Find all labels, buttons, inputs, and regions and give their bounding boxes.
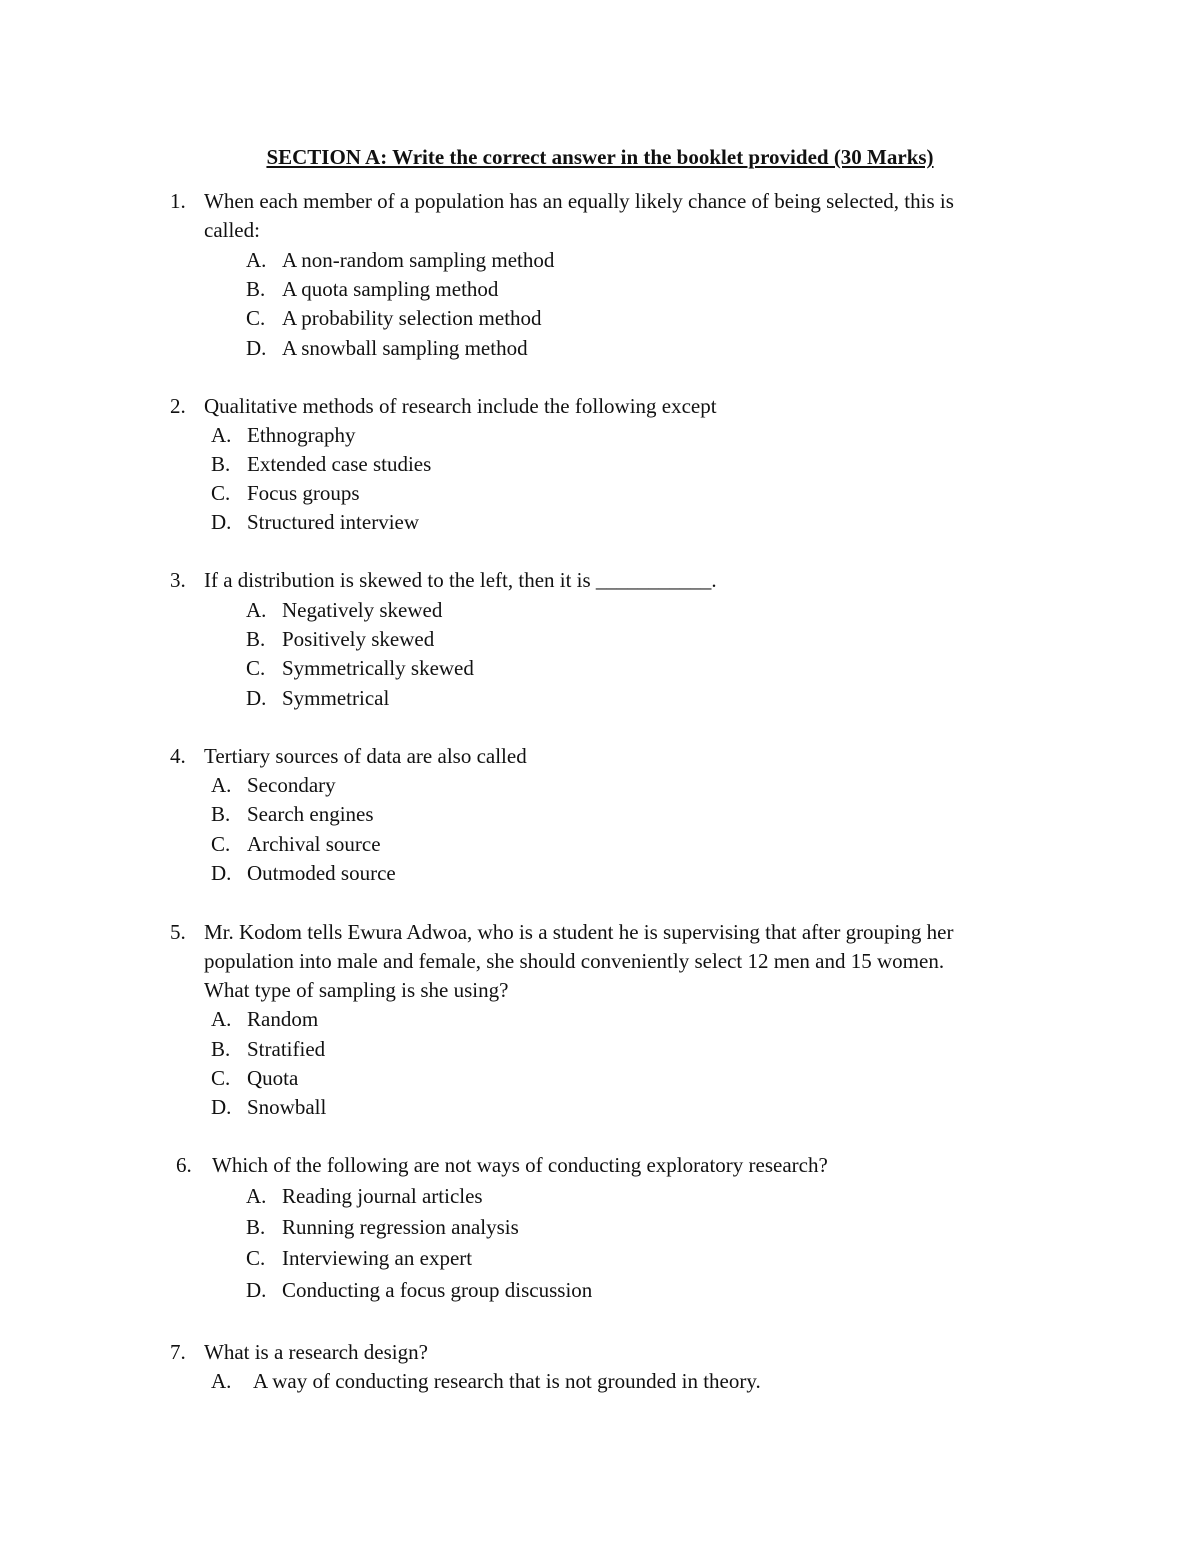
question-text: When each member of a population has an equally likely chance of being selected, this is (204, 189, 954, 213)
option-text: A snowball sampling method (282, 336, 528, 360)
option-letter: C. (246, 306, 266, 330)
option-text: A probability selection method (282, 306, 542, 330)
option-letter: D. (211, 861, 232, 885)
option-letter: D. (246, 1278, 267, 1302)
option-letter: D. (246, 686, 267, 710)
option-letter: A. (211, 1369, 232, 1393)
option-text: Structured interview (247, 510, 420, 534)
option-letter: B. (211, 452, 231, 476)
question-number: 3. (170, 568, 186, 592)
option-letter: C. (246, 656, 266, 680)
option-letter: D. (211, 1095, 232, 1119)
option-letter: A. (246, 248, 267, 272)
option-text: A quota sampling method (282, 277, 499, 301)
option-text: A non-random sampling method (282, 248, 555, 272)
option-text: Focus groups (247, 481, 360, 505)
option-letter: B. (211, 802, 231, 826)
option-text: Reading journal articles (282, 1184, 483, 1208)
question-number: 6. (176, 1153, 192, 1177)
question-text: Qualitative methods of research include the following except (204, 394, 717, 418)
option-letter: D. (246, 336, 267, 360)
question-text: What is a research design? (204, 1340, 428, 1364)
option-text: Running regression analysis (282, 1215, 519, 1239)
option-letter: A. (211, 423, 232, 447)
question-number: 1. (170, 189, 186, 213)
option-letter: C. (211, 481, 231, 505)
option-text: Symmetrical (282, 686, 390, 710)
option-letter: A. (246, 1184, 267, 1208)
option-letter: B. (246, 627, 266, 651)
question-text: called: (204, 218, 260, 242)
option-letter: A. (211, 1007, 232, 1031)
question-text: population into male and female, she should conveniently select 12 men and 15 women. (204, 949, 945, 973)
option-text: Archival source (247, 832, 381, 856)
option-letter: B. (211, 1037, 231, 1061)
question-number: 2. (170, 394, 186, 418)
option-letter: D. (211, 510, 232, 534)
question-text: If a distribution is skewed to the left, then it is ___________. (204, 568, 717, 592)
option-letter: C. (211, 832, 231, 856)
option-text: Conducting a focus group discussion (282, 1278, 593, 1302)
option-text: Interviewing an expert (282, 1246, 473, 1270)
option-text: Quota (247, 1066, 299, 1090)
question-text: Mr. Kodom tells Ewura Adwoa, who is a student he is supervising that after grouping her (204, 920, 954, 944)
option-text: Stratified (247, 1037, 326, 1061)
question-text: Tertiary sources of data are also called (204, 744, 527, 768)
section-heading: SECTION A: Write the correct answer in the booklet provided (30 Marks) (266, 145, 934, 169)
option-letter: A. (211, 773, 232, 797)
question-text: What type of sampling is she using? (204, 978, 509, 1002)
option-text: Outmoded source (247, 861, 396, 885)
option-letter: C. (211, 1066, 231, 1090)
question-number: 7. (170, 1340, 186, 1364)
option-text: Symmetrically skewed (282, 656, 474, 680)
question-number: 5. (170, 920, 186, 944)
question-text: Which of the following are not ways of conducting exploratory research? (212, 1153, 828, 1177)
option-letter: A. (246, 598, 267, 622)
option-letter: B. (246, 1215, 266, 1239)
option-text: Search engines (247, 802, 374, 826)
option-text: Ethnography (247, 423, 356, 447)
question-number: 4. (170, 744, 186, 768)
option-text: Extended case studies (247, 452, 432, 476)
option-text: Random (247, 1007, 319, 1031)
option-text: Snowball (247, 1095, 327, 1119)
option-text: Secondary (247, 773, 336, 797)
option-text: Negatively skewed (282, 598, 443, 622)
option-letter: C. (246, 1246, 266, 1270)
option-letter: B. (246, 277, 266, 301)
option-text: Positively skewed (282, 627, 435, 651)
option-text: A way of conducting research that is not grounded in theory. (253, 1369, 761, 1393)
